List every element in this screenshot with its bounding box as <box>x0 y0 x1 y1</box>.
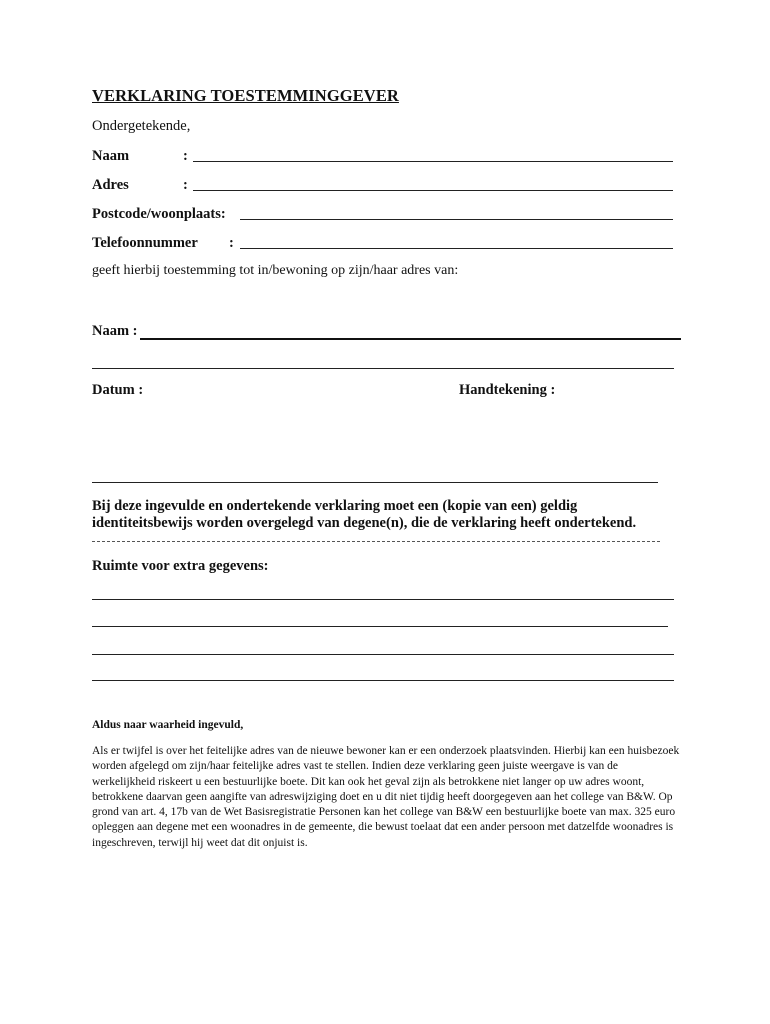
document-title: VERKLARING TOESTEMMINGGEVER <box>92 86 399 105</box>
field-line-adres[interactable] <box>193 190 673 191</box>
id-notice-line-1: Bij deze ingevulde en ondertekende verklaring moet een (kopie van een) geldig <box>92 498 578 514</box>
field-label-adres: Adres <box>92 177 129 193</box>
extra-line-1[interactable] <box>92 599 674 600</box>
id-notice-line-2: identiteitsbewijs worden overgelegd van degene(n), die de verklaring heeft ondertekend. <box>92 515 637 531</box>
extra-line-2[interactable] <box>92 626 668 627</box>
field-colon-adres: : <box>183 177 188 193</box>
disclaimer-paragraph: Als er twijfel is over het feitelijke adres van de nieuwe bewoner kan er een onderzoek plaatsvinden. Hierbij kan een huisbezoek worden afgelegd om zijn/haar feitelijke adres vast te stellen. Indien deze verklaring geen juiste weergave is van de werkelijkheid riskeert u een bestuurlijke boete. Dit kan ook het geval zijn als betrokkene niet langer op uw adres woont, betrokkene daarvan geen aangifte van adreswijziging doet en u dit niet tijdig heeft doorgegeven aan het college van B&W. Op grond van art. 4, 17b van de Wet Basisregistratie Personen kan het college van B&W een bestuurlijke boete van max. 325 euro opleggen aan degene met een woonadres in de gemeente, die bewust toelaat dat een ander persoon met datzelfde woonadres is ingeschreven, terwijl hij weet dat dit onjuist is. <box>92 745 680 849</box>
consent-text: geeft hierbij toestemming tot in/bewoning op zijn/haar adres van: <box>92 263 459 278</box>
extra-line-4[interactable] <box>92 680 674 681</box>
field-line-postcode[interactable] <box>240 219 673 220</box>
id-notice-dashed-line <box>92 541 660 542</box>
extra-label: Ruimte voor extra gegevens: <box>92 558 269 574</box>
extra-line-3[interactable] <box>92 654 674 655</box>
field-line-telefoon[interactable] <box>240 248 673 249</box>
datum-label: Datum : <box>92 382 144 398</box>
field-colon-naam: : <box>183 148 188 164</box>
field-label-postcode: Postcode/woonplaats: <box>92 206 226 222</box>
handtekening-label: Handtekening : <box>459 382 556 398</box>
resident-naam-line[interactable] <box>140 338 681 340</box>
signature-line[interactable] <box>92 482 658 483</box>
field-label-naam: Naam <box>92 148 130 164</box>
intro-text: Ondergetekende, <box>92 118 191 134</box>
field-line-naam[interactable] <box>193 161 673 162</box>
resident-extra-line[interactable] <box>92 368 674 369</box>
field-label-telefoon: Telefoonnummer <box>92 235 198 251</box>
field-colon-telefoon: : <box>229 235 234 251</box>
closing-text: Aldus naar waarheid ingevuld, <box>92 719 244 731</box>
resident-naam-label: Naam : <box>92 323 138 339</box>
